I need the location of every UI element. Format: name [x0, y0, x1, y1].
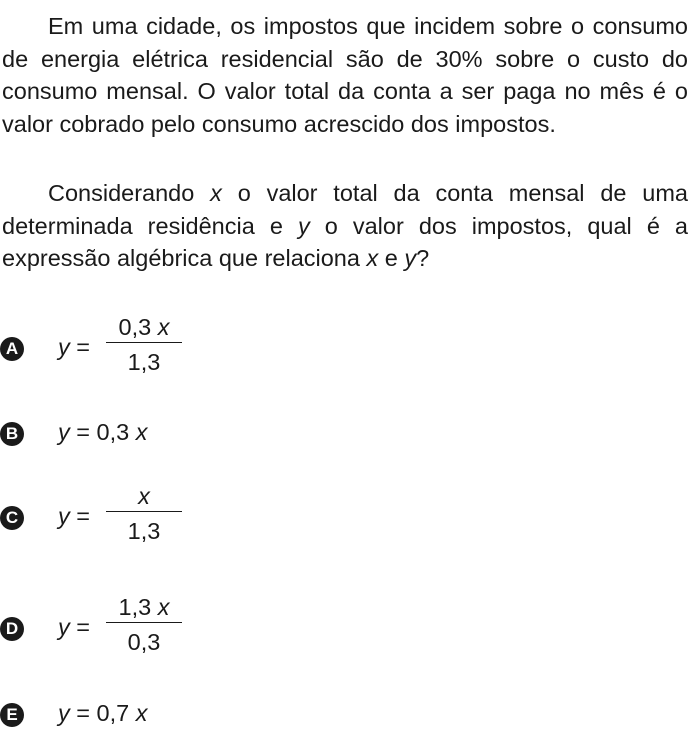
fraction-numerator: x — [106, 481, 182, 512]
p2-text-3: o valor dos impostos, qual é a expressão algébrica que relaciona — [2, 212, 688, 271]
var-x: x — [366, 245, 379, 271]
option-equation: y = 0,7 x — [58, 700, 148, 726]
option-fraction — [106, 312, 182, 375]
fraction-denominator: 0,3 — [127, 629, 161, 655]
p2-text-4: e — [378, 245, 405, 271]
option-letter-badge: D — [0, 617, 24, 641]
option-letter-badge: C — [0, 506, 24, 530]
option-equation: y = 0,3 x — [58, 419, 148, 445]
fraction-denominator: 1,3 — [127, 349, 161, 375]
fraction-numerator: 1,3 x — [106, 592, 182, 623]
option-equation: y = — [58, 503, 91, 529]
option-letter-badge: A — [0, 337, 24, 361]
fraction-numerator: 0,3 x — [106, 312, 182, 343]
var-x: x — [210, 180, 222, 206]
var-y: y — [404, 245, 417, 271]
var-y: y — [297, 212, 310, 239]
option-letter-badge: B — [0, 422, 24, 446]
option-letter-badge: E — [0, 703, 24, 727]
option-equation: y = — [58, 334, 91, 360]
question-paragraph-2 — [2, 177, 688, 275]
option-fraction — [106, 481, 182, 544]
option-fraction — [106, 592, 182, 655]
p2-text-5: ? — [416, 245, 430, 271]
question-paragraph-1: Em uma cidade, os impostos que incidem sobre o consumo de energia elétrica residencial são de 30% sobre o custo do consumo mensal. O valor total da conta a ser paga no mês é o valor cobrado pelo consumo acrescido dos impostos. — [2, 13, 688, 137]
option-equation: y = — [58, 614, 91, 640]
p2-text-2: o valor total da conta mensal de uma determinada residência e — [2, 180, 688, 239]
p2-text-1: Considerando — [48, 180, 211, 206]
fraction-denominator: 1,3 — [127, 518, 161, 544]
